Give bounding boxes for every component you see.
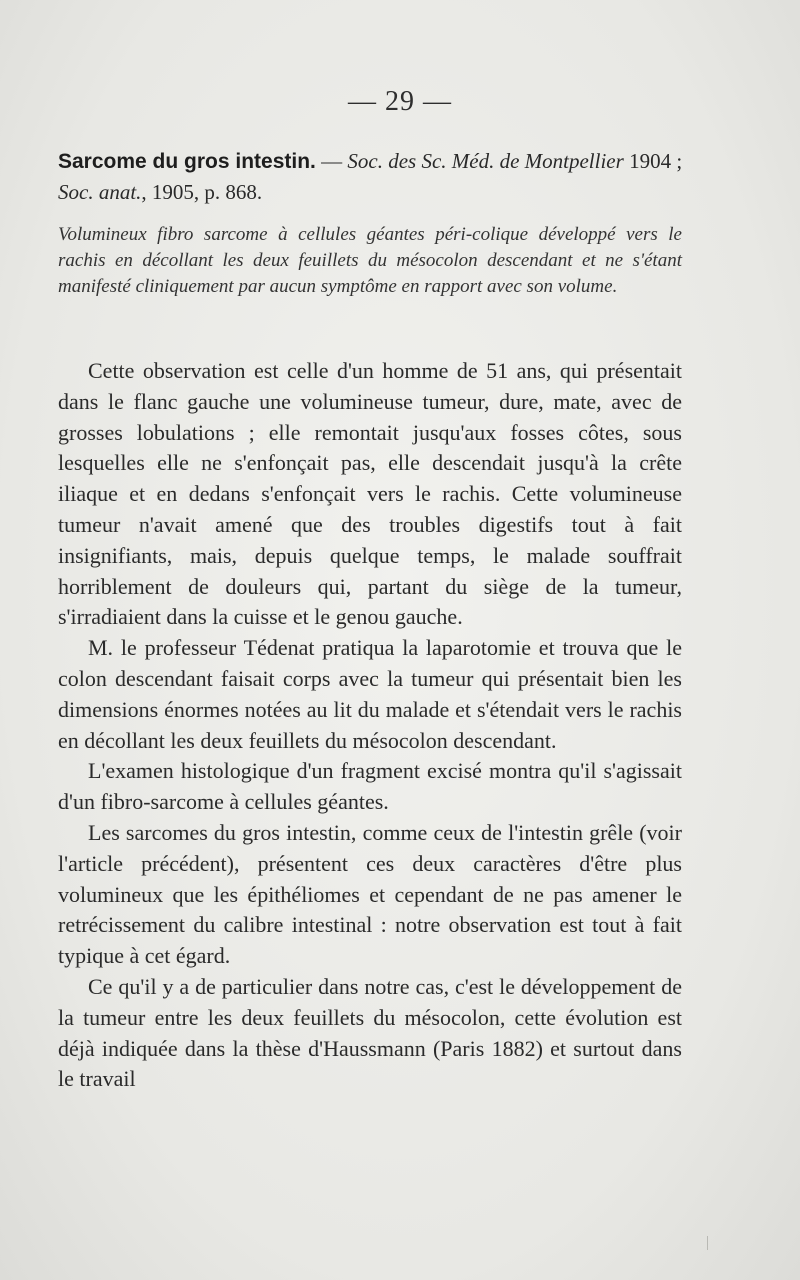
body-paragraph-2: M. le professeur Tédenat pratiqua la laparotomie et trouva que le colon descendant faisait corps avec la tumeur qui présentait bien les dimensions énormes notées au lit du malade et s'étendait vers le rachis en décollant les deux feuillets du mésocolon descendant. — [58, 635, 682, 753]
reference-line-2 — [58, 177, 688, 207]
reference-title: Sarcome du gros intestin. — [58, 150, 316, 173]
reference-line-1 — [58, 146, 688, 177]
margin-mark — [707, 1236, 708, 1250]
body-paragraph-5: Ce qu'il y a de particulier dans notre cas, c'est le développement de la tumeur entre les deux feuillets du mésocolon, cette évolution est déjà indiquée dans la thèse d'Haussmann (Paris 1882) et surtout dans le travail — [58, 973, 682, 1092]
body-paragraph-3: L'examen histologique d'un fragment excisé montra qu'il s'agissait d'un fibro-sarcome à cellules géantes. — [58, 758, 682, 815]
reference-source-2: Soc. anat. — [58, 180, 142, 204]
case-summary: Volumineux fibro sarcome à cellules géantes péri-colique développé vers le rachis en décollant les deux feuillets du mésocolon descendant et ne s'étant manifesté cliniquement par aucun symptôme en rapport avec son volume. — [58, 224, 682, 297]
page-number: — 29 — — [348, 86, 452, 117]
body-paragraph-4: Les sarcomes du gros intestin, comme ceux de l'intestin grêle (voir l'article précédent), présentent ces deux caractères d'être plus volumineux que les épithéliomes et cependant de ne pas amener le retrécissement du calibre intestinal : notre observation est tout à fait typique à cet égard. — [58, 819, 682, 969]
reference-details: , 1905, p. 868. — [141, 180, 263, 204]
body-text — [58, 356, 682, 1095]
reference-dash: — — [315, 149, 348, 173]
reference-block — [58, 146, 688, 207]
body-paragraph-1: Cette observation est celle d'un homme de 51 ans, qui présentait dans le flanc gauche une volumineuse tumeur, dure, mate, avec de grosses lobulations ; elle remontait jusqu'aux fosses côtes, sous lesquelles elle ne s'enfonçait pas, elle descendait jusqu'à la crête iliaque et en dedans s'enfonçait vers le rachis. Cette volumineuse tumeur n'avait amené que des troubles digestifs tout à fait insignifiants, mais, depuis quelque temps, le malade souffrait horriblement de douleurs qui, partant du siège de la tumeur, s'irradiaient dans la cuisse et le genou gauche. — [58, 358, 682, 630]
reference-source: Soc. des Sc. Méd. de Montpellier — [347, 149, 624, 173]
reference-year: 1904 ; — [623, 149, 683, 173]
